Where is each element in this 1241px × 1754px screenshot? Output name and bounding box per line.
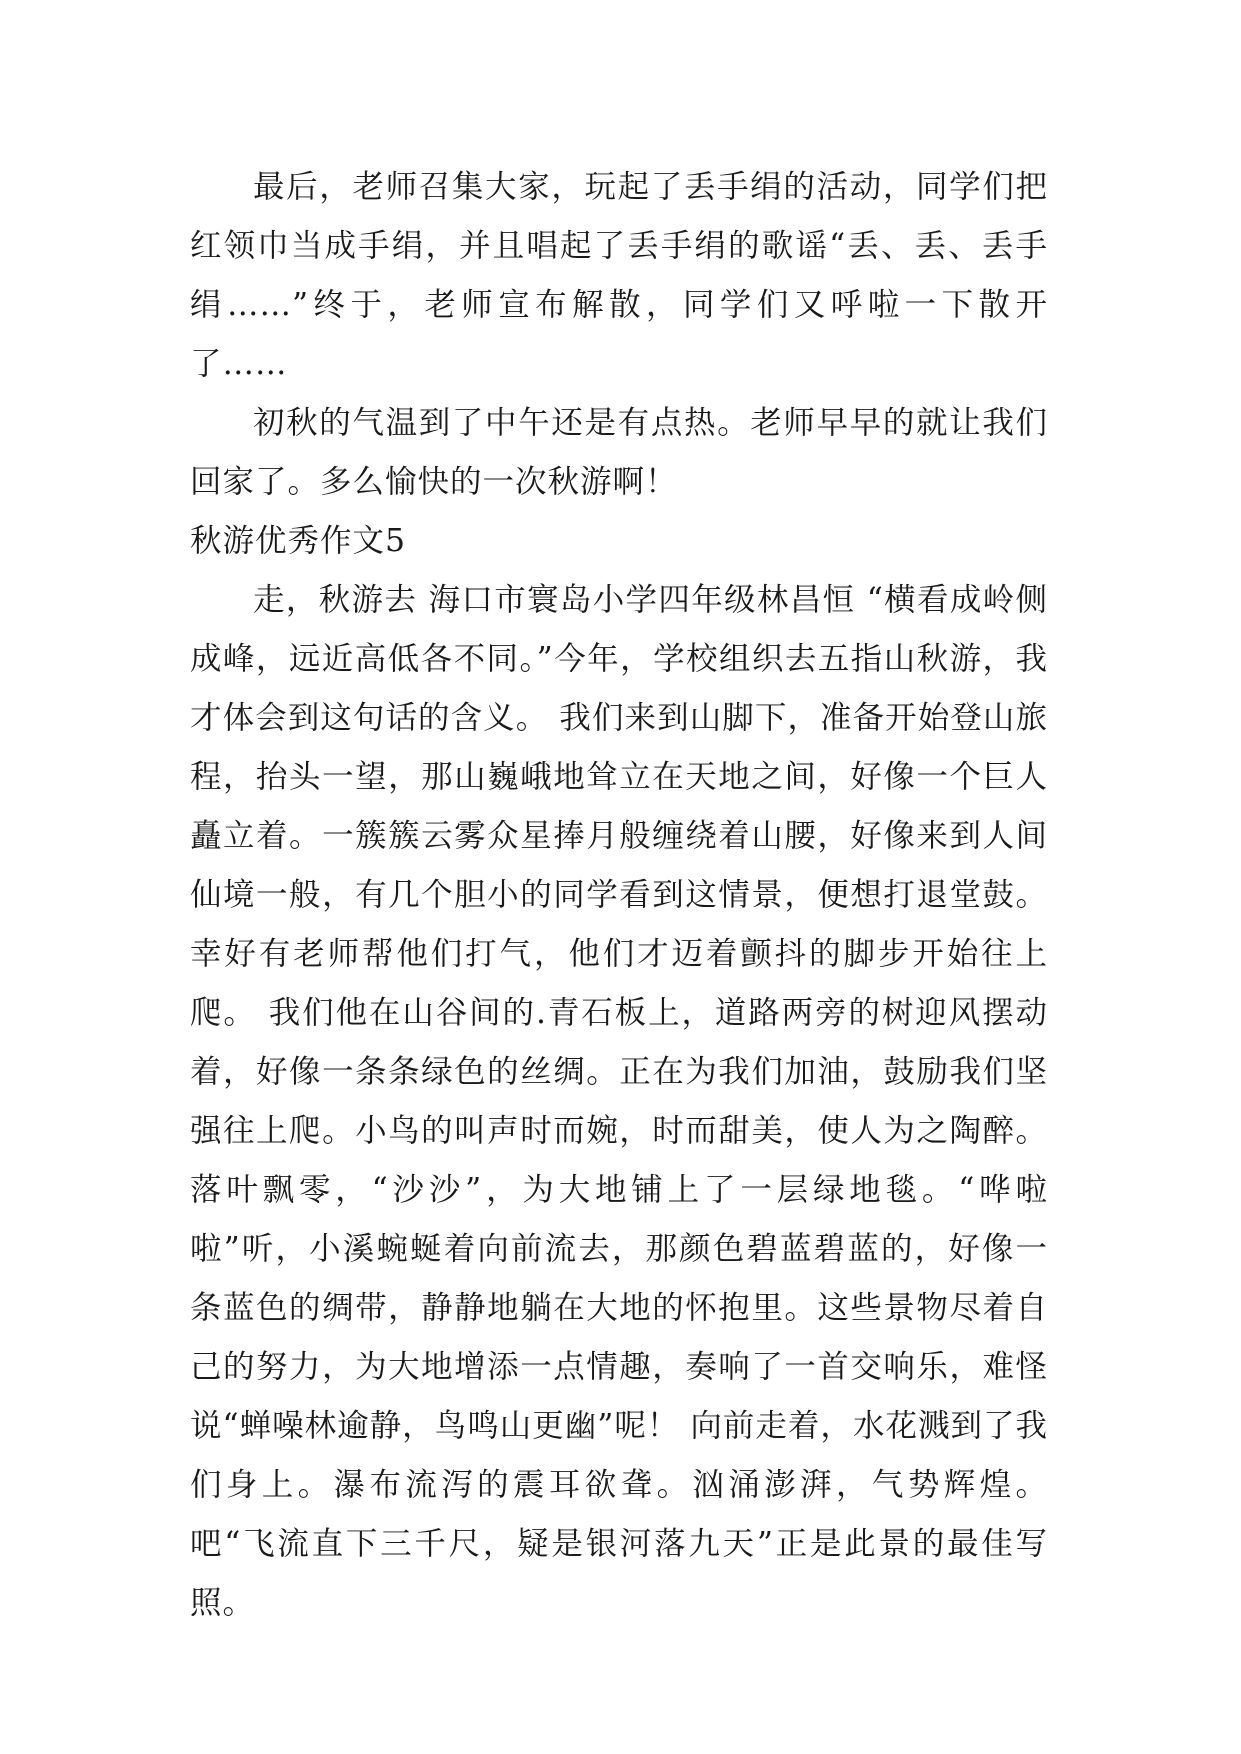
paragraph-ending: 初秋的气温到了中午还是有点热。老师早早的就让我们回家了。多么愉快的一次秋游啊！ bbox=[190, 405, 1048, 500]
paragraph-essay-5: 走，秋游去 海口市寰岛小学四年级林昌恒 “横看成岭侧成峰，远近高低各不同。”今年，学校组织去五指山秋游，我才体会到这句话的含义。 我们来到山脚下，准备开始登山旅程，抬头一望，那山巍峨地耸立在天地之间，好像一个巨人矗立着。一簇簇云雾众星捧月般缠绕着山腰，好像来到人间仙境一般，有几个胆小的同学看到这情景，便想打退堂鼓。幸好有老师帮他们打气，他们才迈着颤抖的脚步开始往上爬。 我们他在山谷间的.青石板上，道路两旁的树迎风摆动着，好像一条条绿色的丝绸。正在为我们加油，鼓励我们坚强往上爬。小鸟的叫声时而婉，时而甜美，使人为之陶醉。落叶飘零，“沙沙”，为大地铺上了一层绿地毯。“哗啦啦”听，小溪蜿蜒着向前流去，那颜色碧蓝碧蓝的，好像一条蓝色的绸带，静静地躺在大地的怀抱里。这些景物尽着自己的努力，为大地增添一点情趣，奏响了一首交响乐，难怪说“蝉噪林逾静，鸟鸣山更幽”呢！ 向前走着，水花溅到了我们身上。瀑布流泻的震耳欲聋。汹涌澎湃，气势辉煌。吧“飞流直下三千尺，疑是银河落九天”正是此景的最佳写照。 bbox=[190, 582, 1048, 1621]
paragraph-games: 最后，老师召集大家，玩起了丢手绢的活动，同学们把红领巾当成手绢，并且唱起了丢手绢的歌谣“丢、丢、丢手绢……”终于，老师宣布解散，同学们又呼啦一下散开了…… bbox=[190, 169, 1048, 382]
section-title: 秋游优秀作文5 bbox=[190, 523, 407, 559]
document-body bbox=[190, 158, 1048, 1633]
